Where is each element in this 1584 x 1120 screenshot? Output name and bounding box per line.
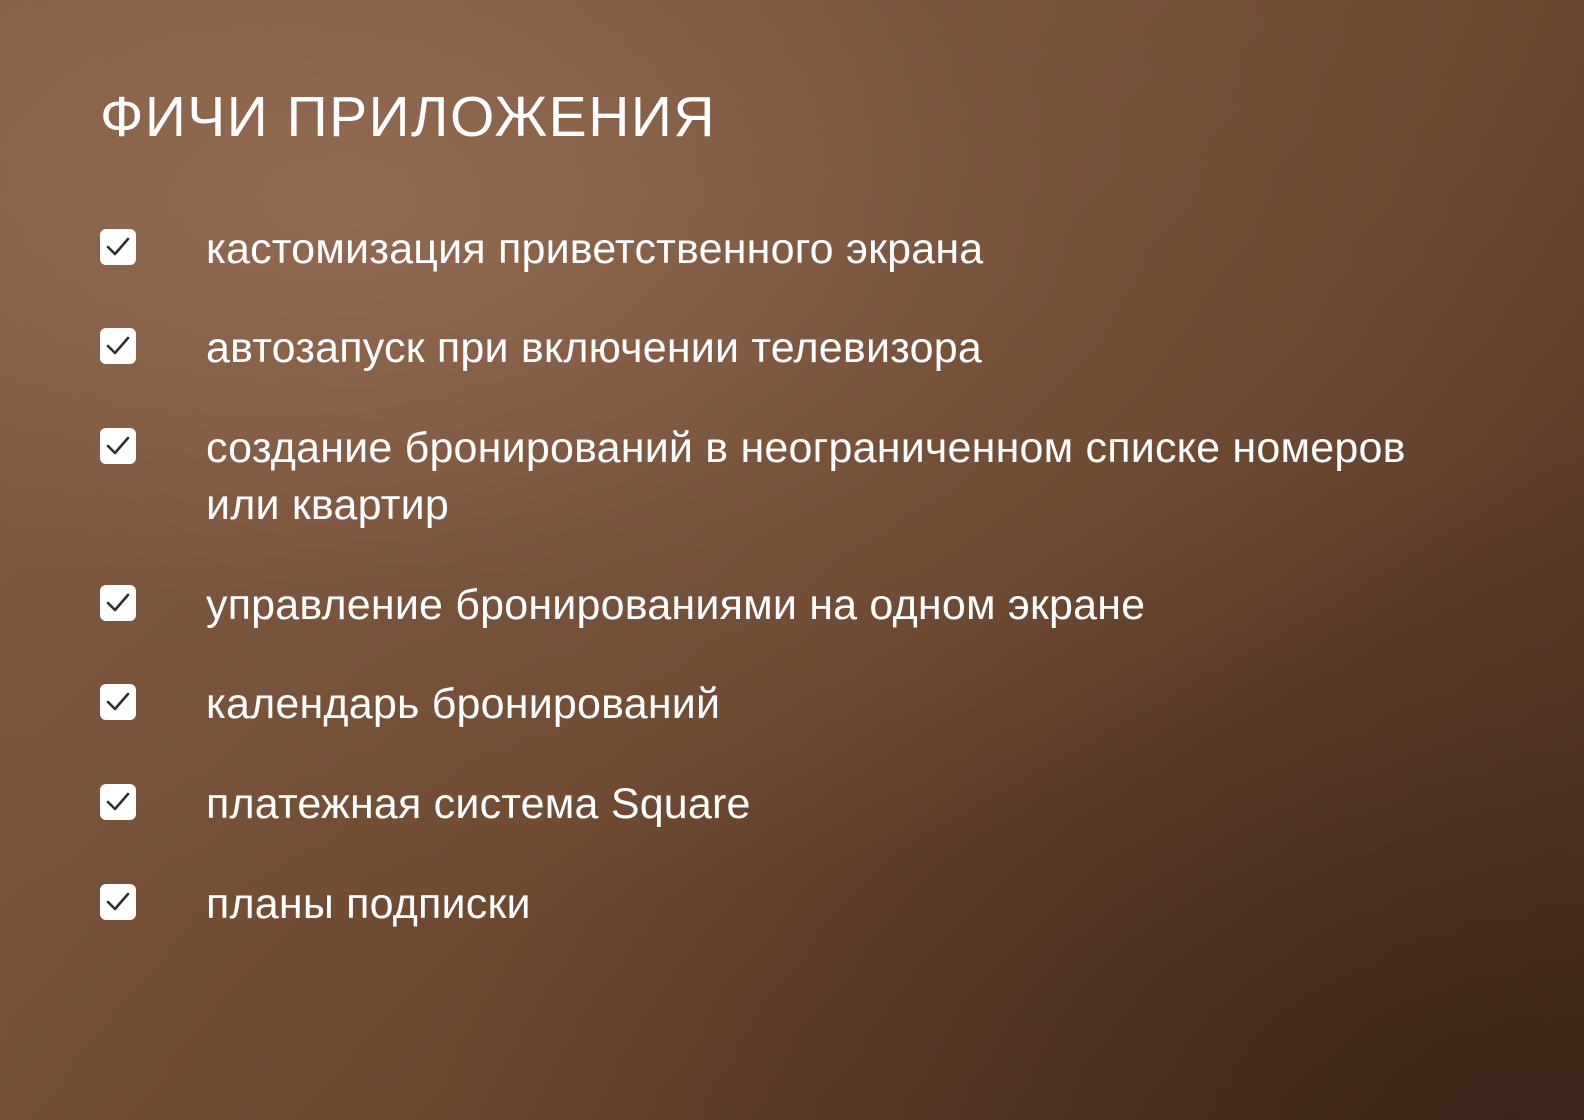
feature-label: планы подписки <box>206 879 531 928</box>
list-item <box>100 221 1494 278</box>
list-item <box>100 876 1494 933</box>
checkbox-checked-icon[interactable] <box>100 684 136 720</box>
feature-label: платежная система Square <box>206 780 751 829</box>
list-item <box>100 420 1494 534</box>
feature-label: создание бронирований в неограниченном списке номеров или квартир <box>206 424 1406 529</box>
feature-label: календарь бронирований <box>206 680 721 729</box>
page-title: ФИЧИ ПРИЛОЖЕНИЯ <box>100 85 716 149</box>
feature-list <box>100 221 1494 933</box>
list-item <box>100 776 1494 833</box>
checkbox-checked-icon[interactable] <box>100 428 136 464</box>
feature-label: кастомизация приветственного экрана <box>206 224 984 273</box>
checkbox-checked-icon[interactable] <box>100 784 136 820</box>
slide-content <box>100 86 1494 933</box>
feature-label: управление бронированиями на одном экране <box>206 580 1146 629</box>
list-item <box>100 577 1494 634</box>
checkbox-checked-icon[interactable] <box>100 585 136 621</box>
checkbox-checked-icon[interactable] <box>100 229 136 265</box>
list-item <box>100 676 1494 733</box>
checkbox-checked-icon[interactable] <box>100 328 136 364</box>
checkbox-checked-icon[interactable] <box>100 884 136 920</box>
list-item <box>100 320 1494 377</box>
feature-label: автозапуск при включении телевизора <box>206 324 982 373</box>
